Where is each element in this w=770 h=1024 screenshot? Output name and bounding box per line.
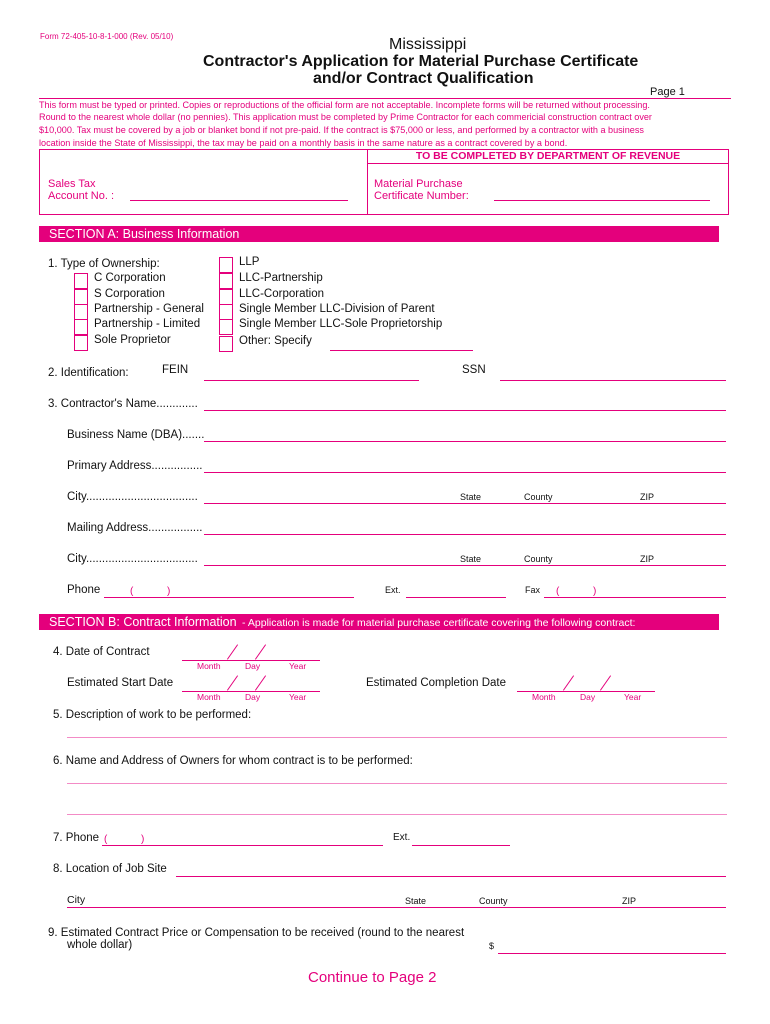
sales-tax-label: Sales Tax	[48, 178, 96, 190]
primary-address-field[interactable]	[204, 472, 726, 473]
ownership-option-label: LLC-Corporation	[239, 288, 325, 300]
business-name-field[interactable]	[204, 441, 726, 442]
ownership-checkbox[interactable]	[219, 336, 233, 352]
ownership-checkbox[interactable]	[219, 257, 233, 273]
fax-field[interactable]	[544, 597, 726, 598]
instructions-line2: Round to the nearest whole dollar (no pennies). This application must be completed by Prime Contractor for each commericial construction contract over	[39, 112, 652, 122]
owners-field-line2[interactable]	[67, 814, 727, 815]
business-name-label: Business Name (DBA).......	[67, 429, 205, 441]
section-a-title: SECTION A: Business Information	[49, 227, 240, 241]
header-rule	[39, 98, 731, 99]
form-title-line1: Contractor's Application for Material Purchase Certificate	[203, 53, 639, 70]
phone-field[interactable]	[104, 597, 354, 598]
owner-phone-paren-close: )	[141, 834, 145, 845]
ownership-option-label: Other: Specify	[239, 335, 312, 347]
city-state-zip-field-1[interactable]	[204, 503, 726, 504]
ownership-option-label: Partnership - Limited	[94, 318, 201, 330]
month-label-2: Month	[197, 692, 221, 702]
ownership-checkbox[interactable]	[74, 289, 88, 305]
ownership-label: 1. Type of Ownership:	[48, 258, 160, 270]
fein-label: FEIN	[162, 364, 189, 376]
owners-field-line1[interactable]	[67, 783, 727, 784]
dor-header: TO BE COMPLETED BY DEPARTMENT OF REVENUE	[368, 150, 728, 164]
job-state-label: State	[405, 896, 427, 906]
description-label: 5. Description of work to be performed:	[53, 709, 252, 721]
city-state-zip-field-2[interactable]	[204, 565, 726, 566]
ownership-option-label: Single Member LLC-Division of Parent	[239, 303, 435, 315]
day-label-2: Day	[245, 692, 261, 702]
form-title-line2: and/or Contract Qualification	[313, 70, 534, 87]
fax-paren-close: )	[593, 586, 597, 597]
est-start-label: Estimated Start Date	[67, 677, 174, 689]
primary-address-label: Primary Address................	[67, 460, 203, 472]
ownership-checkbox[interactable]	[74, 319, 88, 335]
section-b-title: SECTION B: Contract Information	[49, 615, 237, 629]
instructions-line4: location inside the State of Mississippi, the tax may be paid on a monthly basis in the same nature as a contract covered by a bond.	[39, 138, 568, 148]
phone-label: Phone	[67, 584, 101, 596]
month-label-3: Month	[532, 692, 556, 702]
state-title: Mississippi	[389, 36, 467, 53]
job-zip-label: ZIP	[622, 896, 637, 906]
identification-label: 2. Identification:	[48, 367, 129, 379]
owners-label: 6. Name and Address of Owners for whom contract is to be performed:	[53, 755, 413, 767]
ext-field[interactable]	[406, 597, 506, 598]
job-city-state-zip-field[interactable]	[67, 907, 726, 908]
ssn-label: SSN	[462, 364, 486, 376]
ownership-checkbox[interactable]	[74, 304, 88, 320]
ownership-checkbox[interactable]	[219, 319, 233, 335]
section-b-subtitle: - Application is made for material purchase certificate covering the following contract:	[242, 617, 636, 629]
day-label-1: Day	[245, 661, 261, 671]
ownership-option-label: Partnership - General	[94, 303, 204, 315]
year-label-1: Year	[289, 661, 307, 671]
section-a-bar	[39, 226, 719, 242]
fax-label: Fax	[525, 585, 541, 595]
owner-ext-label: Ext.	[393, 832, 411, 843]
ownership-checkbox[interactable]	[74, 273, 88, 289]
continue-to-page-2[interactable]: Continue to Page 2	[308, 969, 437, 986]
contractor-name-field[interactable]	[204, 410, 726, 411]
certificate-number-field[interactable]	[494, 200, 710, 201]
ownership-option-label: S Corporation	[94, 288, 165, 300]
city-label-2: City...................................	[67, 553, 198, 565]
job-city-label: City	[67, 894, 86, 906]
contract-price-field[interactable]	[498, 953, 726, 954]
phone-paren-open: (	[130, 586, 134, 597]
zip-label-2: ZIP	[640, 554, 655, 564]
page-label: Page 1	[650, 86, 685, 98]
certificate-number-label: Certificate Number:	[374, 190, 469, 202]
sales-tax-account-field[interactable]	[130, 200, 348, 201]
state-label-1: State	[460, 492, 482, 502]
ownership-checkbox[interactable]	[219, 304, 233, 320]
contractor-name-label: 3. Contractor's Name.............	[48, 398, 198, 410]
job-site-label: 8. Location of Job Site	[53, 863, 167, 875]
form-number: Form 72-405-10-8-1-000 (Rev. 05/10)	[40, 32, 174, 41]
job-county-label: County	[479, 896, 508, 906]
instructions-line3: $10,000. Tax must be covered by a job or blanket bond if not pre-paid. If the contract is $75,000 or less, and performed by a contractor with a business	[39, 125, 644, 135]
ownership-option-label: Sole Proprietor	[94, 334, 171, 346]
contract-price-label-line2: whole dollar)	[67, 939, 133, 951]
county-label-2: County	[524, 554, 553, 564]
contract-price-label-line1: 9. Estimated Contract Price or Compensation to be received (round to the nearest	[48, 927, 465, 939]
fax-paren-open: (	[556, 586, 560, 597]
ownership-option-label: LLC-Partnership	[239, 272, 323, 284]
county-label-1: County	[524, 492, 553, 502]
instructions-line1: This form must be typed or printed. Copies or reproductions of the official form are not acceptable. Incomplete forms will be returned without processing.	[39, 100, 650, 110]
ownership-option-label: LLP	[239, 256, 260, 268]
other-specify-field[interactable]	[330, 350, 473, 351]
mailing-address-label: Mailing Address.................	[67, 522, 203, 534]
ownership-checkbox[interactable]	[219, 289, 233, 305]
mailing-address-field[interactable]	[204, 534, 726, 535]
owner-phone-field[interactable]	[102, 845, 383, 846]
ownership-option-label: Single Member LLC-Sole Proprietorship	[239, 318, 443, 330]
phone-paren-close: )	[167, 586, 171, 597]
dollar-sign: $	[489, 941, 495, 951]
section-b-bar	[39, 614, 719, 630]
owner-phone-label: 7. Phone	[53, 832, 100, 844]
zip-label-1: ZIP	[640, 492, 655, 502]
year-label-3: Year	[624, 692, 642, 702]
owner-phone-paren-open: (	[104, 834, 108, 845]
city-label-1: City...................................	[67, 491, 198, 503]
ownership-checkbox[interactable]	[74, 335, 88, 351]
owner-ext-field[interactable]	[412, 845, 510, 846]
material-purchase-label: Material Purchase	[374, 178, 463, 190]
day-label-3: Day	[580, 692, 596, 702]
month-label-1: Month	[197, 661, 221, 671]
fein-field[interactable]	[204, 380, 419, 381]
job-site-field[interactable]	[176, 876, 726, 877]
date-of-contract-label: 4. Date of Contract	[53, 646, 150, 658]
year-label-2: Year	[289, 692, 307, 702]
ownership-checkbox[interactable]	[219, 273, 233, 289]
account-no-label: Account No. :	[48, 190, 115, 202]
description-field[interactable]	[67, 737, 727, 738]
est-completion-label: Estimated Completion Date	[366, 677, 506, 689]
ssn-field[interactable]	[500, 380, 726, 381]
ownership-option-label: C Corporation	[94, 272, 166, 284]
ext-label: Ext.	[385, 585, 401, 595]
state-label-2: State	[460, 554, 482, 564]
